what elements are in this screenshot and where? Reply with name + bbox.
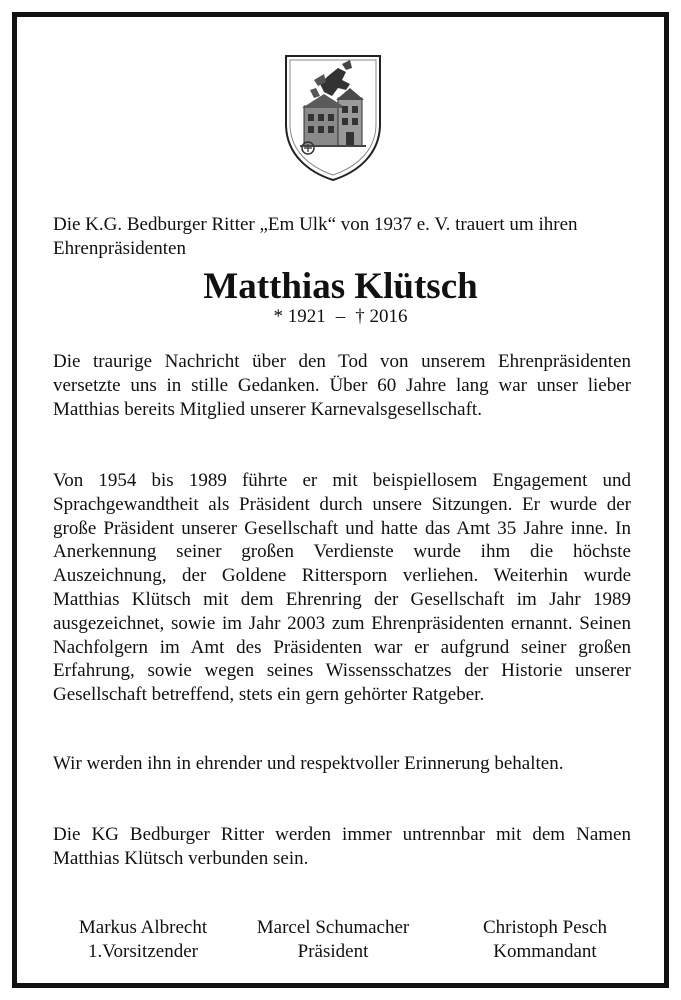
intro-text: Die K.G. Bedburger Ritter „Em Ulk“ von 1937 e. V. trauert um ihren Ehrenpräsidenten — [53, 214, 578, 259]
life-dates — [0, 305, 681, 329]
signature-role: Kommandant — [493, 940, 597, 962]
deceased-name: Matthias Klütsch — [203, 266, 478, 307]
signature-name: Christoph Pesch — [482, 917, 608, 938]
paragraph-legacy: Die KG Bedburger Ritter werden immer untrennbar mit dem Namen Matthias Klütsch verbunden sein. — [53, 824, 631, 869]
signature-role: 1.Vorsitzender — [88, 940, 198, 962]
birth-year: * 1921 — [273, 306, 326, 327]
signature-block — [233, 916, 433, 964]
signature-role: Präsident — [297, 940, 369, 962]
date-separator: – — [335, 306, 346, 327]
signature-block — [445, 916, 645, 964]
paragraph-news: Die traurige Nachricht über den Tod von unserem Ehrenpräsidenten versetzte uns in stille Gedanken. Über 60 Jahre lang war unser lieber Matthias bereits Mitglied unserer Karnevalsgesellschaft. — [53, 351, 631, 420]
signature-block — [43, 916, 243, 964]
paragraph-remembrance: Wir werden ihn in ehrender und respektvoller Erinnerung behalten. — [53, 753, 564, 774]
paragraph-career: Von 1954 bis 1989 führte er mit beispiellosem Engagement und Sprachgewandtheit als Präsident durch unsere Sitzungen. Er wurde der große Präsident unserer Gesellschaft und hatte das Amt 35 Jahre inne. In Anerkennung seiner großen Verdienste wurde ihm die höchste Auszeichnung, der Goldene Rittersporn verliehen. Weiterhin wurde Matthias Klütsch mit dem Ehrenring der Gesellschaft im Jahr 1989 ausgezeichnet, sowie im Jahr 2003 zum Ehrenpräsidenten ernannt. Seinen Nachfolgern im Amt des Präsidenten war er aufgrund seiner großen Erfahrung, sowie wegen seines Wissensschatzes der Historie unserer Gesellschaft betreffend, stets ein gern gehörter Ratgeber. — [53, 470, 631, 706]
signature-name: Markus Albrecht — [78, 917, 208, 938]
coat-of-arms-icon — [280, 50, 386, 184]
death-year: † 2016 — [355, 306, 408, 327]
signature-name: Marcel Schumacher — [256, 917, 410, 938]
